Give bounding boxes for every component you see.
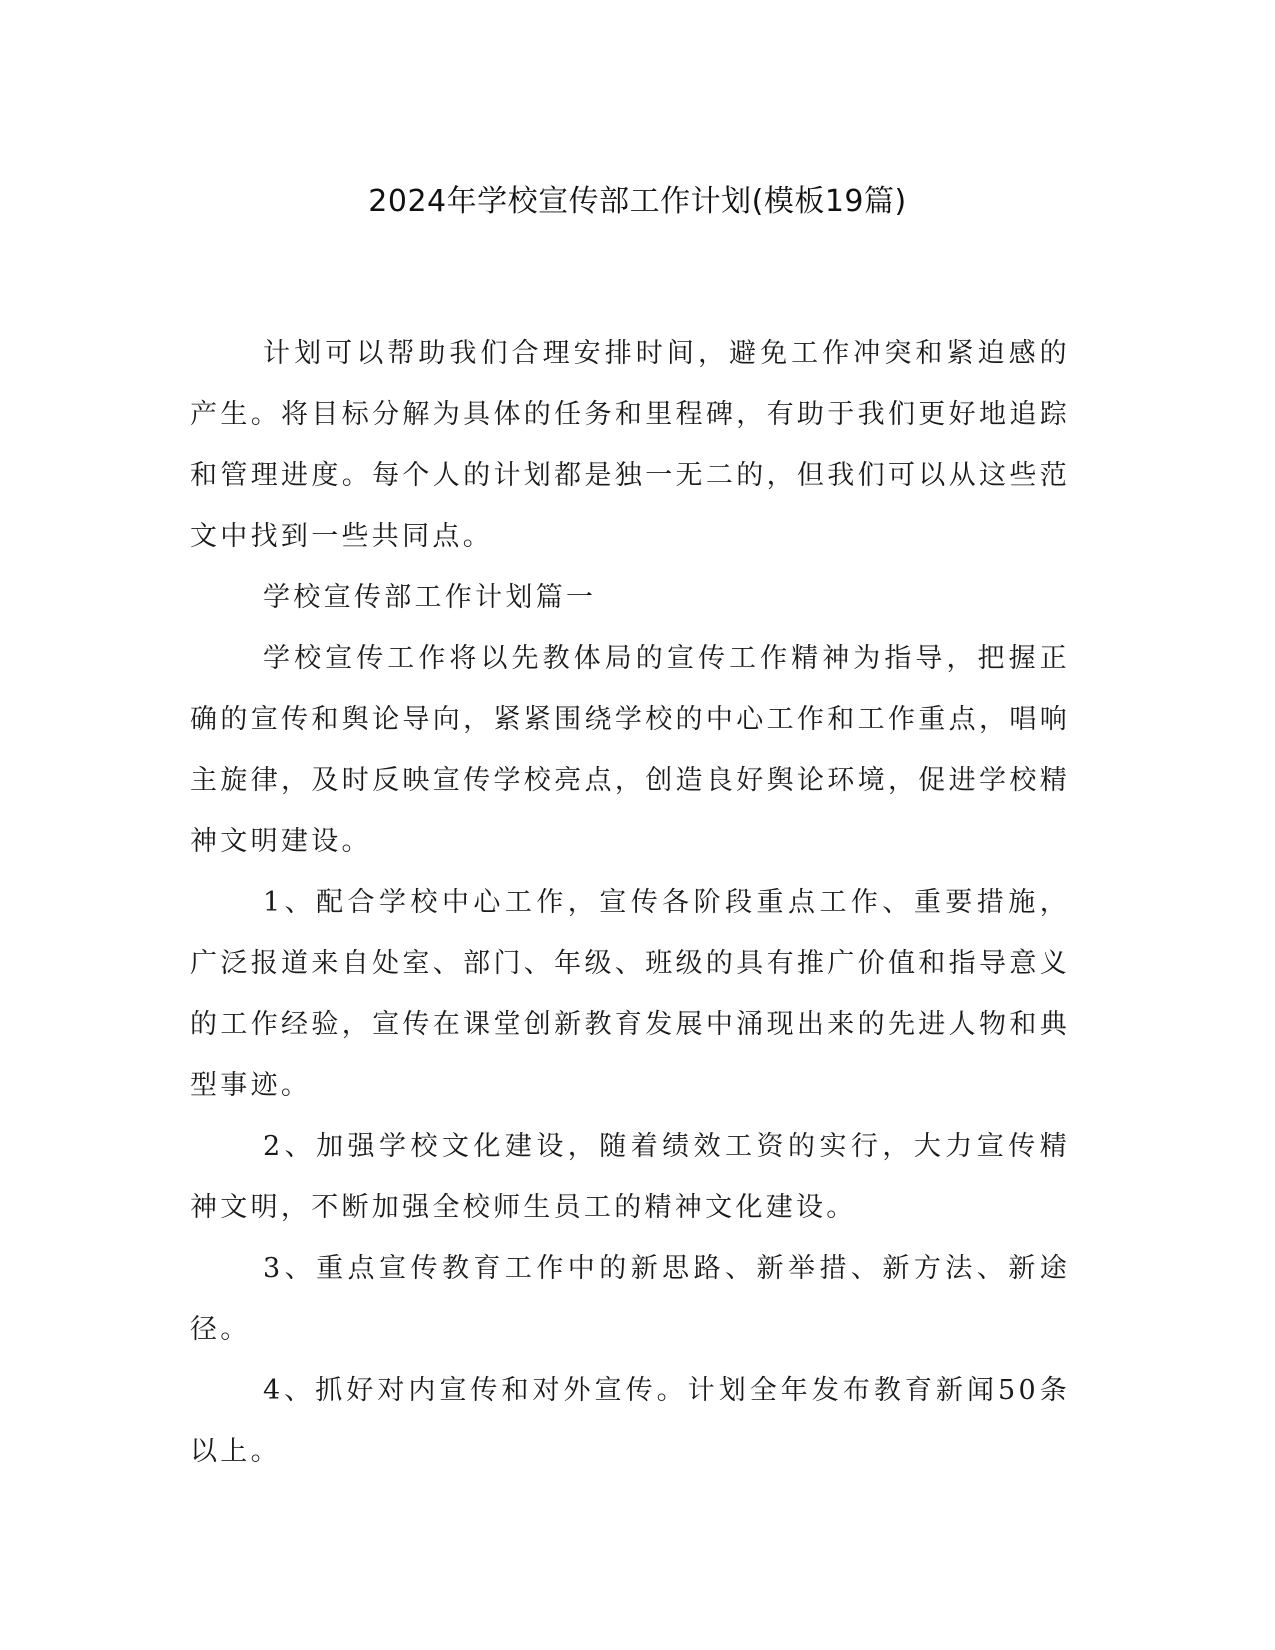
document-title: 2024年学校宣传部工作计划(模板19篇) [368,184,907,219]
section-heading: 学校宣传部工作计划篇一 [263,582,597,613]
list-item-1: 1、配合学校中心工作，宣传各阶段重点工作、重要措施，广泛报道来自处室、部门、年级、班级的具有推广价值和指导意义的工作经验，宣传在课堂创新教育发展中涌现出来的先进人物和典型事迹。 [190,887,1070,1101]
list-item-3: 3、重点宣传教育工作中的新思路、新举措、新方法、新途径。 [190,1253,1070,1345]
section-paragraph: 学校宣传工作将以先教体局的宣传工作精神为指导，把握正确的宣传和舆论导向，紧紧围绕学校的中心工作和工作重点，唱响主旋律，及时反映宣传学校亮点，创造良好舆论环境，促进学校精神文明建设。 [190,643,1070,857]
list-item-4: 4、抓好对内宣传和对外宣传。计划全年发布教育新闻50条以上。 [190,1375,1070,1467]
intro-paragraph: 计划可以帮助我们合理安排时间，避免工作冲突和紧迫感的产生。将目标分解为具体的任务和里程碑，有助于我们更好地追踪和管理进度。每个人的计划都是独一无二的，但我们可以从这些范文中找到一些共同点。 [190,338,1070,552]
list-item-2: 2、加强学校文化建设，随着绩效工资的实行，大力宣传精神文明，不断加强全校师生员工的精神文化建设。 [190,1131,1070,1223]
document-body [190,323,1070,1482]
